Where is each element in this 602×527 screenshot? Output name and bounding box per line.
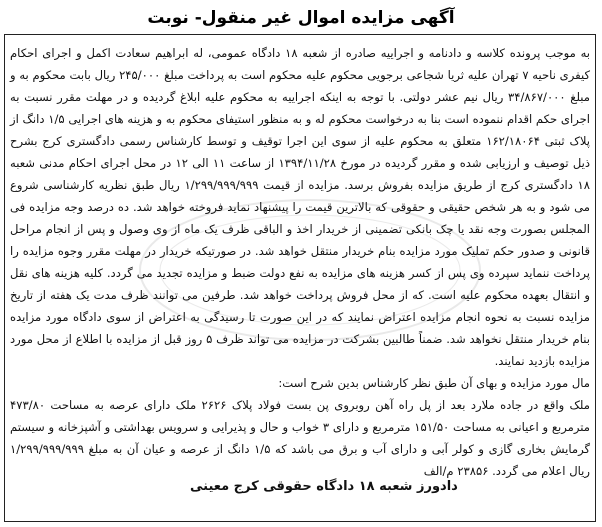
notice-body [10,42,590,482]
notice-paragraph-property-heading: مال مورد مزایده و بهای آن طبق نظر کارشناس بدین شرح است: [278,376,590,390]
notice-paragraph-main: به موجب پرونده کلاسه و دادنامه و اجراییه صادره از شعبه ۱۸ دادگاه عمومی، له ابراهیم سعادت اکمل و اجرای احکام کیفری ناحیه ۷ تهران علیه ثریا شجاعی برجویی محکوم علیه محکوم است به پرداخت مبلغ ۲۴۵/۰۰۰ ریال بابت محکوم به و مبلغ ۳۴/۸۶۷/۰۰۰ ریال نیم عشر دولتی. با توجه به اینکه اجراییه به محکوم علیه ابلاغ گردیده و در مهلت مقرر نسبت به اجرای حکم اقدام ننموده است بنا به درخواست محکوم له و به منظور استیفای محکوم به و هزینه های اجرایی ۱/۵ دانگ از پلاک ثبتی ۱۶۲/۱۸۰۶۴ متعلق به محکوم علیه از سوی این اجرا توقیف و توسط کارشناس رسمی دادگستری کرج بشرح ذیل توصیف و ارزیابی شده و مقرر گردیده در مورخ ۱۳۹۴/۱۱/۲۸ از ساعت ۱۱ الی ۱۲ در محل اجرای احکام مدنی شعبه ۱۸ دادگستری کرج از طریق مزایده بفروش برسد. مزایده از قیمت ۱/۲۹۹/۹۹۹/۹۹۹ ریال طبق نظریه کارشناسی شروع می شود و به هر شخص حقیقی و حقوقی که بالاترین قیمت را پیشنهاد نماید فروخته خواهد شد. ده درصد وجه مزایده فی المجلس بصورت وجه نقد یا چک بانکی تضمینی از خریدار اخذ و الباقی ظرف یک ماه از وی وصول و پس از انجام مراحل قانونی و صدور حکم تملیک مورد مزایده بنام خریدار منتقل خواهد شد. در صورتیکه خریدار در مهلت مقرر وجوه مزایده را پرداخت ننماید سپرده وی پس از کسر هزینه های مزایده به نفع دولت ضبط و مزایده تجدید می گردد. کلیه هزینه های نقل و انتقال بعهده محکوم علیه است. که از محل فروش پرداخت خواهد شد. طرفین می توانند ظرف مدت یک هفته از تاریخ مزایده نسبت به نحوه انجام مزایده اعتراض نمایند که در این صورت تا رسیدگی به اعتراض از سوی دادگاه مورد مزایده بنام خریدار منتقل نخواهد شد. ضمناً طالبین بشرکت در مزایده می تواند ظرف ۵ روز قبل از مزایده با اطلاع از محل مورد مزایده بازدید نمایند. [10,46,591,368]
notice-signature: دادورز شعبه ۱۸ دادگاه حقوقی کرج معینی [190,479,458,494]
notice-paragraph-property-description: ملک واقع در جاده ملارد بعد از پل راه آهن روبروی پن بست فولاد پلاک ۲۶۲۶ ملک دارای عرصه به مساحت ۴۷۳/۸۰ مترمربع و اعیانی به مساحت ۱۵۱/۵۰ مترمربع و دارای ۳ خواب و حال و پذیرایی و سرویس بهداشتی و آشپزخانه و سیستم گرمایش بخاری گازی و کولر آبی و دارای آب و برق می باشد که ۱/۵ دانگ از عرصه و عیان آن به مبلغ ۱/۲۹۹/۹۹۹/۹۹۹ ریال اعلام می گردد. ۲۳۸۵۶ م/الف [10,398,590,478]
notice-title: آگهی مزایده اموال غیر منقول- نوبت [147,8,455,28]
